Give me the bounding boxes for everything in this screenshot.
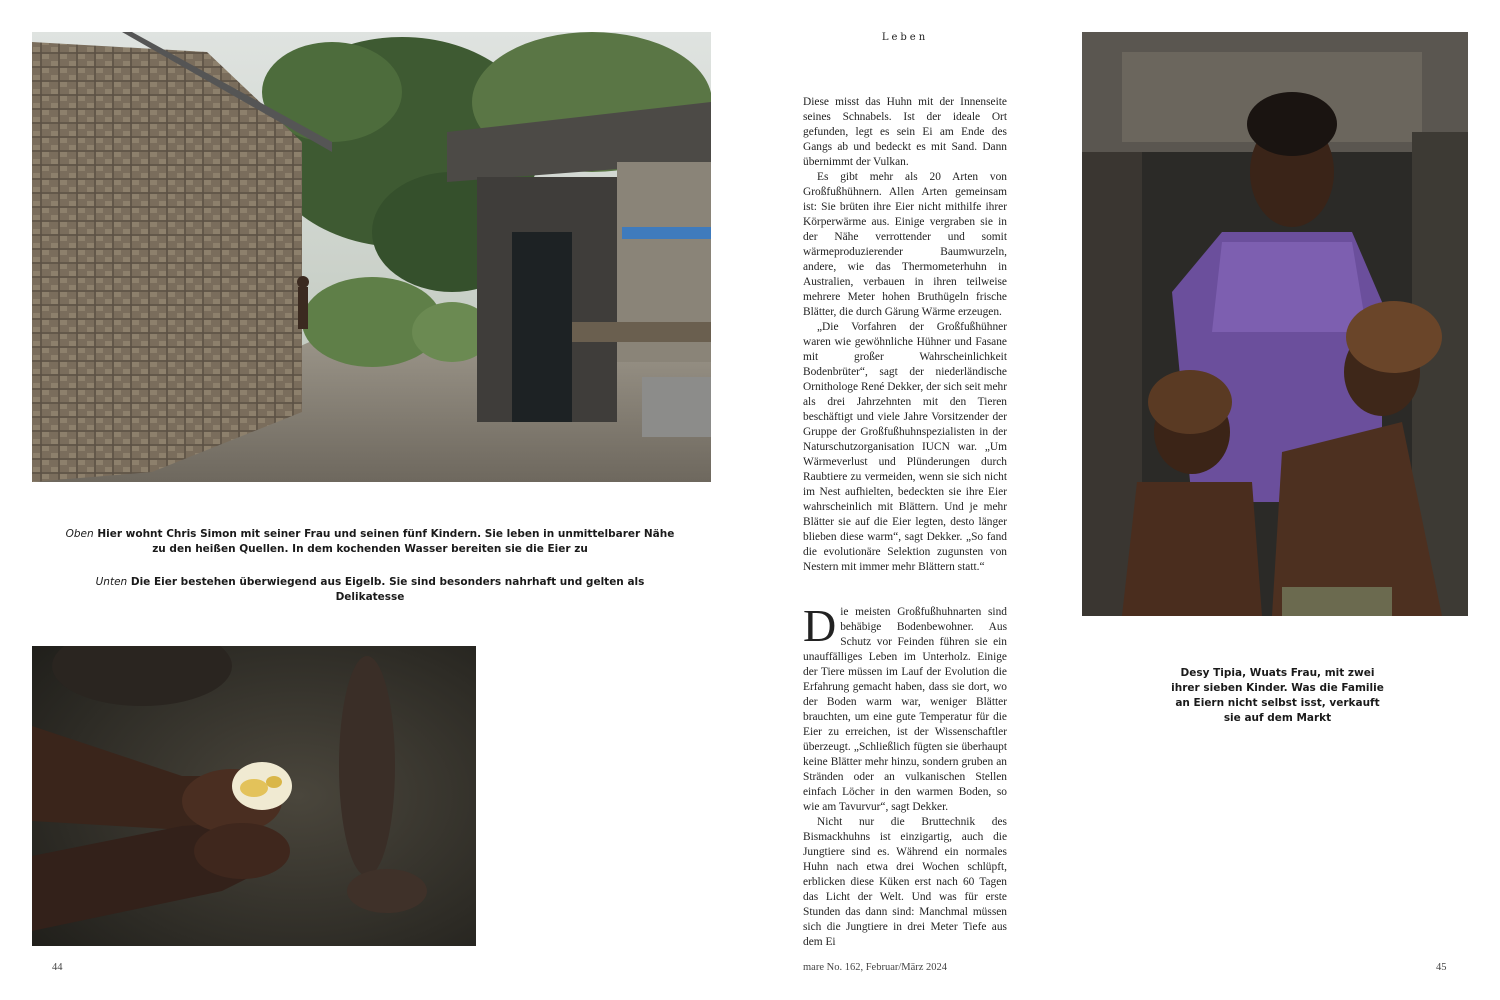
article-column-upper: [803, 95, 1007, 575]
caption-bottom-lead: Unten: [95, 576, 128, 588]
drop-cap: D: [803, 600, 837, 651]
egg-in-hands-photo: [32, 646, 476, 946]
article-paragraph: Diese misst das Huhn mit der Innenseite seines Schnabels. Ist der ideale Ort gefunden, legt es sein Ei am Ende des Gangs ab und bedeckt es mit Sand. Dann übernimmt der Vulkan.: [803, 96, 1007, 168]
article-paragraph: Nicht nur die Bruttechnik des Bismackhuhns ist einzigartig, auch die Jungtiere sind es. Während ein normales Huhn nach etwa drei Wochen schlüpft, erblicken diese Küken erst nach 60 Tagen das Licht der Welt. Und was für erste Stunden das dann sind: Manchmal müssen sich die Jungtiere in drei Meter Tiefe aus dem Ei: [803, 816, 1007, 948]
article-paragraph: „Die Vorfahren der Großfußhühner waren wie gewöhnliche Hühner und Fasane mit großer Wahrscheinlichkeit Bodenbrüter“, sagt der niederländische Ornithologe René Dekker, der sich seit mehr als drei Jahrzehnten mit den Tieren beschäftigt und viele Jahre Vorsitzender der Gruppe der Großfußhuhnspezialisten in der Naturschutzorganisation IUCN war. „Um Wärmeverlust und Plünderungen durch Raubtiere zu vermeiden, wenn sie sich nicht im Nest aufhielten, bedeckten sie ihre Eier wahrscheinlich mit Blättern. Und je mehr Blätter sie auf die Eier legten, desto länger blieben diese warm“, sagt Dekker. „So fand die evolutionäre Selektion zugunsten von Nestern mit immer mehr Blättern statt.“: [803, 321, 1007, 573]
article-paragraph-dropcap: [803, 600, 1007, 815]
article-column-lower: [803, 600, 1007, 950]
family-portrait-photo: [1082, 32, 1468, 616]
caption-bottom: [60, 575, 680, 605]
page-number-right: 45: [1436, 962, 1447, 973]
caption-bottom-text: Die Eier bestehen überwiegend aus Eigelb. Sie sind besonders nahrhaft und gelten als Delikatesse: [130, 576, 645, 603]
section-label: Leben: [881, 32, 929, 43]
article-paragraph-text: ie meisten Großfußhuhnarten sind behäbige Bodenbewohner. Aus Schutz vor Feinden führen sie ein unauffälliges Leben im Unterholz. Einige der Tiere müssen im Lauf der Evolution die Erfahrung gemacht haben, dass sie dort, wo der Boden warm war, weniger Blätter brauchten, um eine gute Temperatur für die Eier zu erreichen, ist der Wissenschaftler überzeugt. „Schließlich fügten sie überhaupt keine Blätter mehr hinzu, sondern gruben an Stränden oder an vulkanischen Stellen einfach Löcher in den warmen Boden, so wie am Tavurvur“, sagt Dekker.: [803, 606, 1007, 813]
caption-top: [60, 527, 680, 557]
village-hut-photo: [32, 32, 711, 482]
issue-info: mare No. 162, Februar/März 2024: [803, 962, 948, 973]
caption-family: Desy Tipia, Wuats Frau, mit zwei ihrer sieben Kinder. Was die Familie an Eiern nicht selbst isst, verkauft sie auf dem Markt: [1171, 667, 1384, 724]
caption-top-text: Hier wohnt Chris Simon mit seiner Frau und seinen fünf Kindern. Sie leben in unmittelbarer Nähe zu den heißen Quellen. In dem kochenden Wasser bereiten sie die Eier zu: [97, 528, 675, 555]
caption-top-lead: Oben: [65, 528, 94, 540]
article-paragraph: Es gibt mehr als 20 Arten von Großfußhühnern. Allen Arten gemeinsam ist: Sie brüten ihre Eier nicht mithilfe ihrer Körperwärme aus. Einige vergraben sie in der Nähe verrottender und somit wärmeproduzierender Baumwurzeln, andere, wie das Thermometerhuhn in Australien, verbauen in ihren teilweise mehrere Meter hohen Bruthügeln frische Blätter, die durch Gärung Wärme erzeugen.: [803, 171, 1007, 318]
page-number-left: 44: [52, 962, 63, 973]
